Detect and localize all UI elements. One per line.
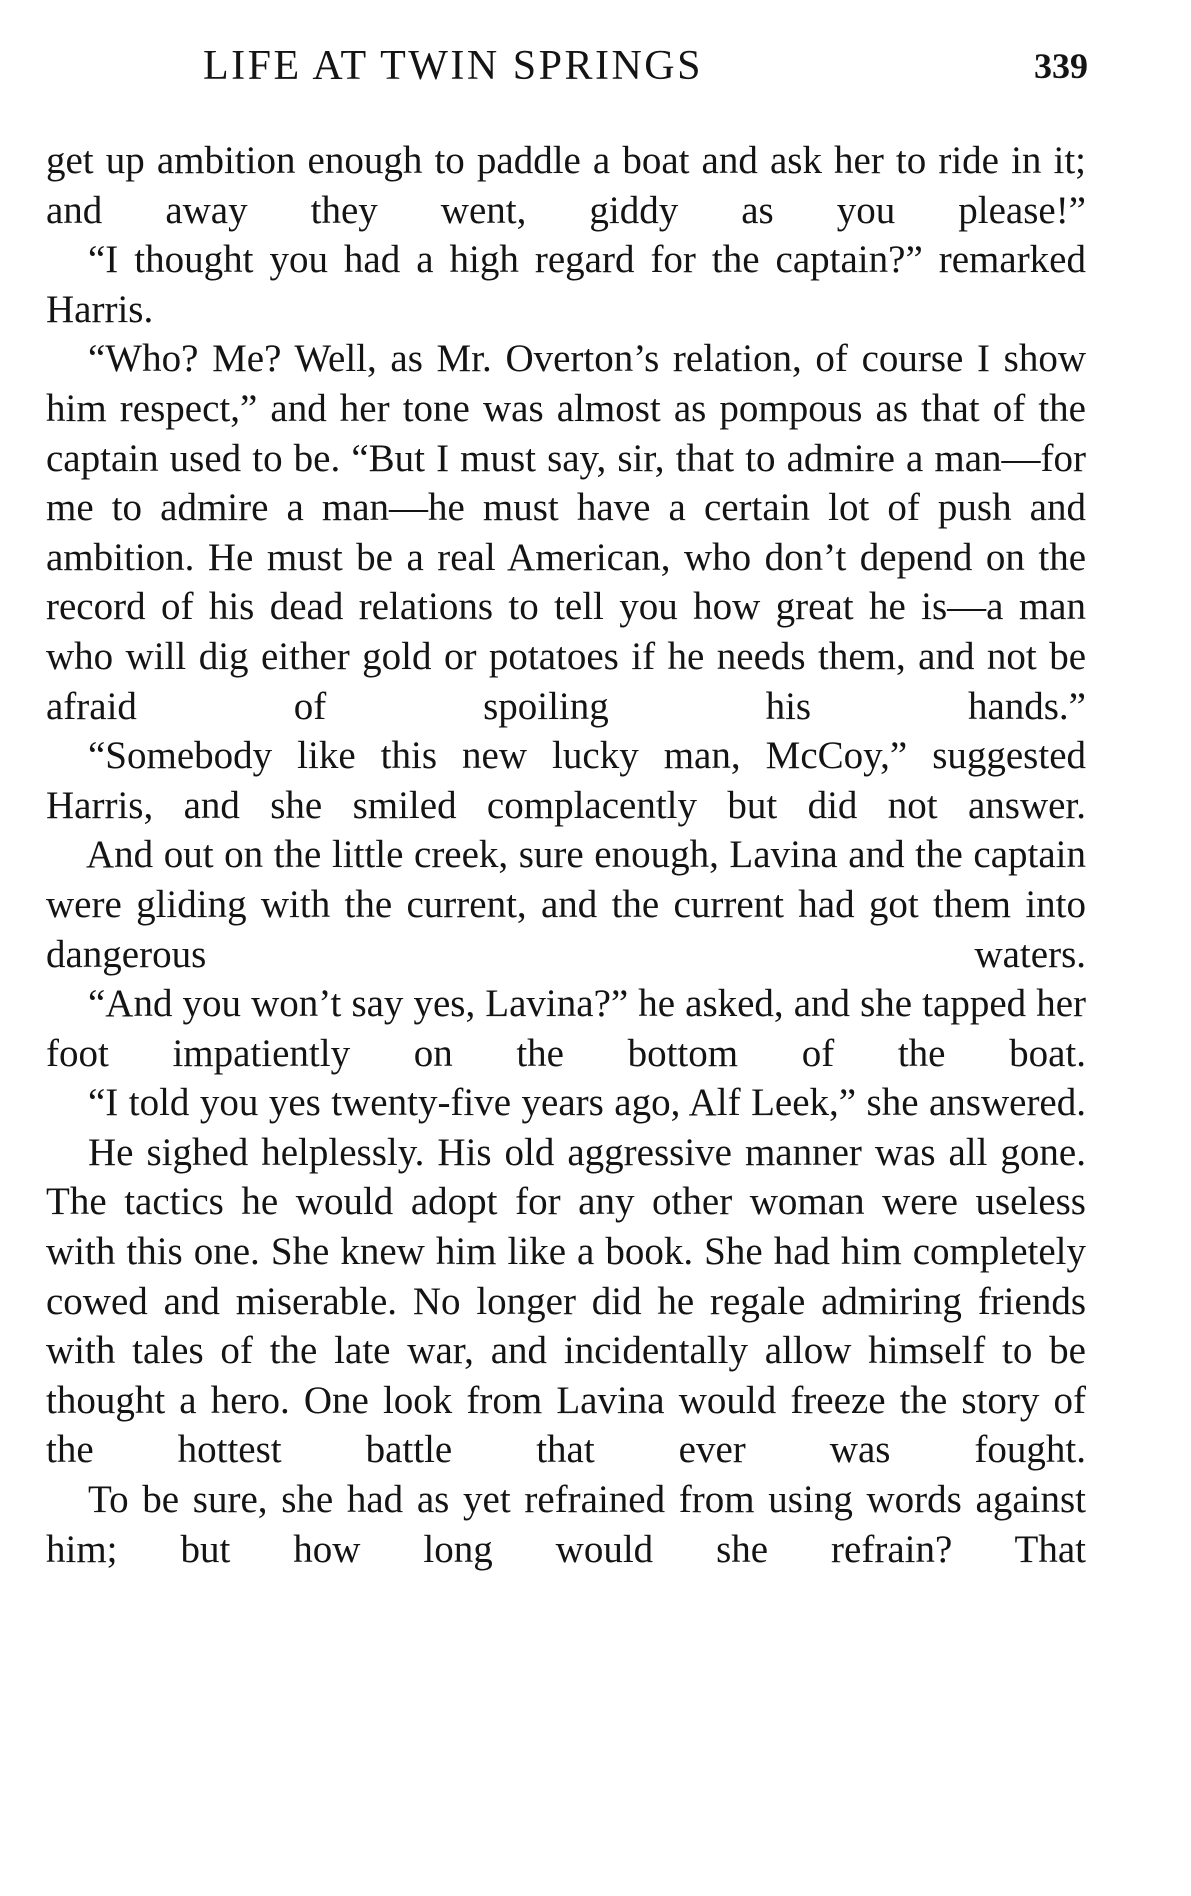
page-number: 339 (1034, 46, 1088, 86)
paragraph: “I thought you had a high regard for the captain?” remarked Harris. (46, 238, 1086, 331)
paragraph: “I told you yes twenty-five years ago, Alf Leek,” she answered. (88, 1081, 1086, 1125)
paragraph: To be sure, she had as yet refrained from using words against him; but how long would she refrain? That (46, 1478, 1086, 1571)
running-head (48, 36, 1088, 96)
body-text (46, 136, 1086, 1574)
paragraph: “And you won’t say yes, Lavina?” he asked, and she tapped her foot impatiently on the bottom of the boat. (46, 982, 1086, 1075)
paragraph: He sighed helplessly. His old aggressive manner was all gone. The tactics he would adopt for any other woman were useless with this one. She knew him like a book. She had him completely cowed and miserable. No longer did he regale admiring friends with tales of the late war, and incidentally allow himself to be thought a hero. One look from Lavina would freeze the story of the hottest battle that ever was fought. (46, 1130, 1086, 1472)
running-title: LIFE AT TWIN SPRINGS (202, 43, 703, 89)
paragraph: And out on the little creek, sure enough, Lavina and the captain were gliding with the current, and the current had got them into dangerous waters. (46, 833, 1086, 976)
paragraph: “Who? Me? Well, as Mr. Overton’s relation, of course I show him respect,” and her tone was almost as pompous as that of the captain used to be. “But I must say, sir, that to admire a man—for me to admire a man—he must have a certain lot of push and ambition. He must be a real American, who don’t depend on the record of his dead relations to tell you how great he is—a man who will dig either gold or potatoes if he needs them, and not be afraid of spoiling his hands.” (46, 337, 1086, 728)
paragraph: “Somebody like this new lucky man, McCoy,” suggested Harris, and she smiled complacently but did not answer. (46, 734, 1086, 827)
paragraph: get up ambition enough to paddle a boat and ask her to ride in it; and away they went, giddy as you please!” (46, 139, 1086, 232)
